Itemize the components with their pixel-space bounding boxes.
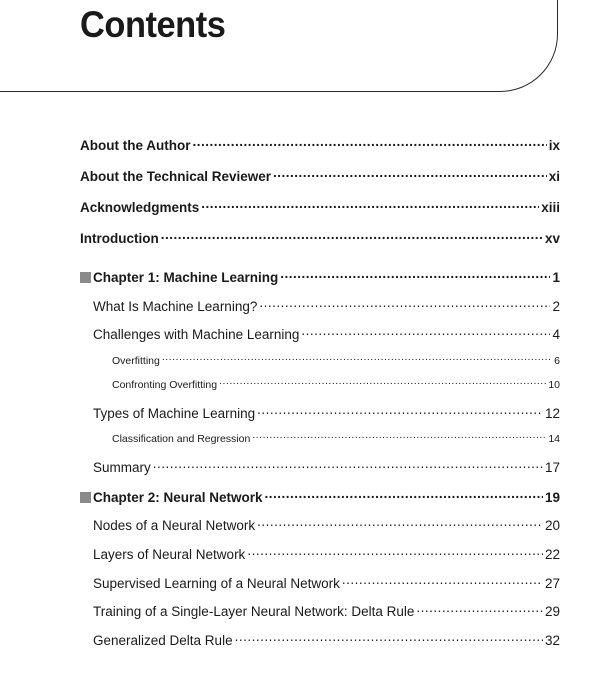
toc-entry-label: Acknowledgments [80,199,200,215]
chapter-title: Chapter 2: Neural Network [93,489,263,505]
toc-page-number: 29 [544,603,560,619]
dot-leader [162,353,552,364]
toc-entry-label: Nodes of a Neural Network [93,517,256,533]
toc-entry[interactable] [93,545,560,562]
toc-page-number: ix [548,137,560,153]
toc-page-number: 12 [544,405,560,421]
toc-chapter-1[interactable] [80,268,560,285]
toc-page-number: 14 [548,432,560,445]
dot-leader [280,268,550,282]
toc-page-number: 22 [544,546,560,562]
dot-leader [219,377,546,388]
dot-leader [201,198,539,212]
dot-leader [153,458,543,472]
toc-entry-label: Overfitting [112,354,160,367]
dot-leader [192,136,546,150]
dot-leader [161,229,543,243]
toc-entry[interactable] [93,325,560,342]
toc-page-number: 19 [544,489,560,505]
toc-page-number: xv [544,230,560,246]
toc-entry[interactable] [93,574,560,591]
toc-page-number: 4 [552,326,560,342]
toc-subentry[interactable] [112,353,560,367]
toc-page-number: 20 [544,517,560,533]
toc-entry-acknowledgments[interactable] [80,198,560,215]
toc-entry[interactable] [93,516,560,533]
toc-entry-label: Generalized Delta Rule [93,632,233,648]
toc-page-number: 27 [544,575,560,591]
toc-page-number: 2 [552,298,560,314]
toc-entry[interactable] [93,404,560,421]
toc-entry[interactable] [93,631,560,648]
toc-page-number: 17 [544,459,560,475]
toc-entry-introduction[interactable] [80,229,560,246]
toc-subentry[interactable] [112,377,560,391]
toc-page-number: 1 [552,269,560,285]
toc-entry-about-reviewer[interactable] [80,167,560,184]
chapter-marker-icon [80,272,91,283]
toc-chapter-label [80,270,278,285]
dot-leader [259,297,550,311]
dot-leader [252,431,546,442]
toc-entry-label: Summary [93,459,151,475]
dot-leader [265,488,543,502]
toc-entry[interactable] [93,602,560,619]
toc-page-number: 32 [544,632,560,648]
chapter-marker-icon [80,492,91,503]
toc-entry-label: Training of a Single-Layer Neural Network: Delta Rule [93,603,415,619]
toc-entry-label: Challenges with Machine Learning [93,326,300,342]
toc-entry-label: About the Technical Reviewer [80,168,272,184]
toc-entry-label: Layers of Neural Network [93,546,246,562]
toc-page-number: xi [548,168,560,184]
toc-entry[interactable] [93,458,560,475]
dot-leader [235,631,543,645]
toc-chapter-2[interactable] [80,488,560,505]
dot-leader [342,574,543,588]
dot-leader [257,404,543,418]
toc-entry-label: Types of Machine Learning [93,405,256,421]
toc-subentry[interactable] [112,431,560,445]
toc-entry-label: What Is Machine Learning? [93,298,258,314]
dot-leader [273,167,547,181]
toc-entry-label: Classification and Regression [112,432,251,445]
toc-chapter-label [80,490,263,505]
toc-page-number: 10 [548,378,560,391]
toc-entry-label: Introduction [80,230,159,246]
dot-leader [416,602,543,616]
dot-leader [301,325,550,339]
dot-leader [247,545,543,559]
toc-entry-label: Confronting Overfitting [112,378,218,391]
toc-page-number: 6 [554,354,560,367]
toc-entry[interactable] [93,297,560,314]
toc-entry-label: About the Author [80,137,191,153]
dot-leader [257,516,543,530]
toc-page-number: xiii [541,199,560,215]
chapter-title: Chapter 1: Machine Learning [93,269,279,285]
page-title: Contents [80,4,226,45]
toc-entry-label: Supervised Learning of a Neural Network [93,575,340,591]
toc-entry-about-author[interactable] [80,136,560,153]
